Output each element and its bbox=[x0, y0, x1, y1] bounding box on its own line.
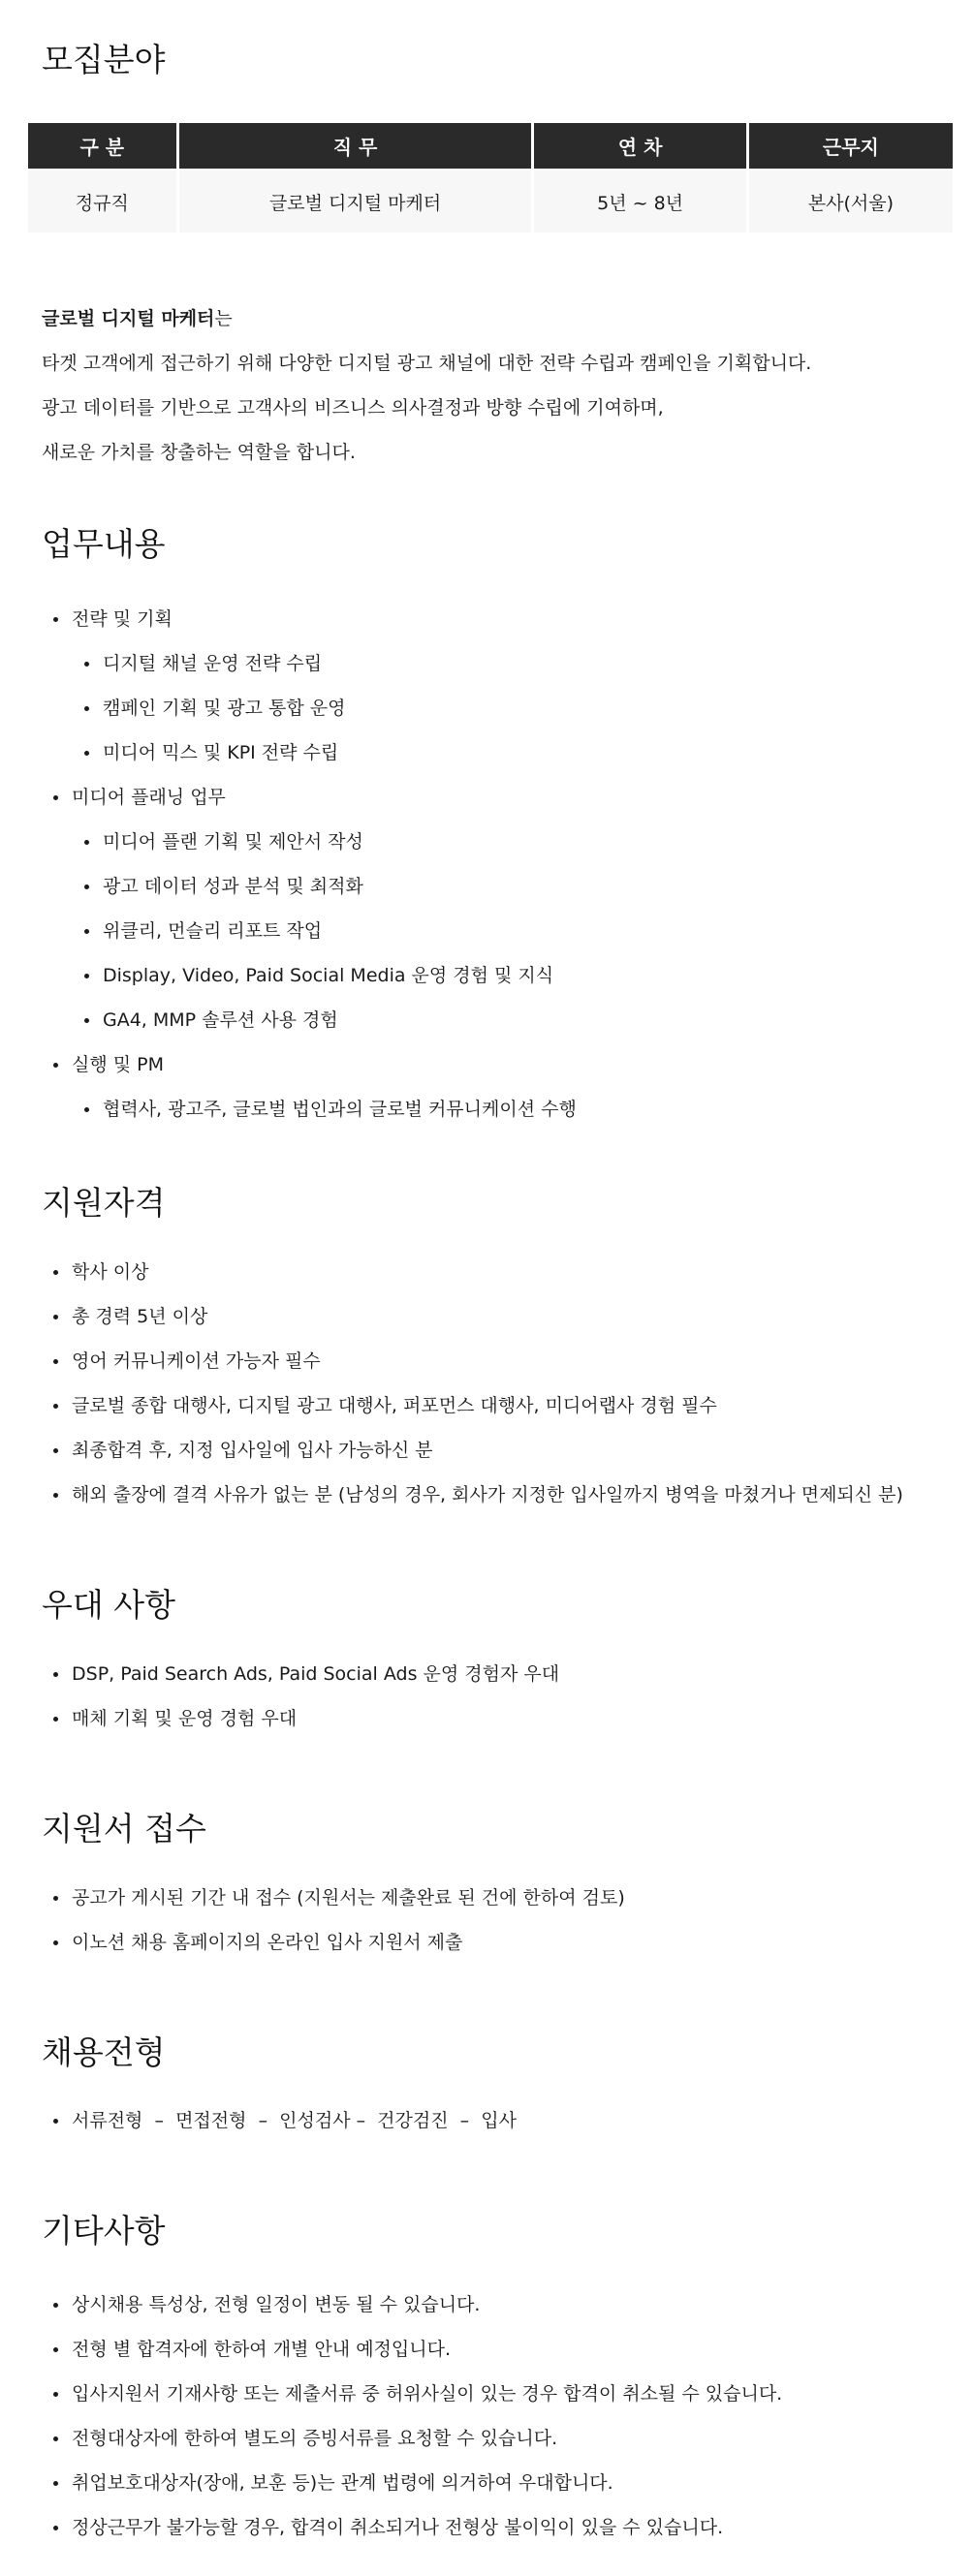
duties-list bbox=[42, 597, 953, 1132]
preferences-list bbox=[42, 1652, 953, 1741]
list-item: DSP, Paid Search Ads, Paid Social Ads 운영 경험자 우대 bbox=[42, 1652, 953, 1696]
section-title-preferences: 우대 사항 bbox=[42, 1586, 176, 1624]
list-item: 미디어 믹스 및 KPI 전략 수립 bbox=[42, 730, 953, 775]
intro-role-suffix: 는 bbox=[214, 308, 233, 329]
list-item: 총 경력 5년 이상 bbox=[42, 1294, 953, 1339]
list-item: 해외 출장에 결격 사유가 없는 분 (남성의 경우, 회사가 지정한 입사일까지 병역을 마쳤거나 면제되신 분) bbox=[42, 1473, 953, 1517]
intro-line: 광고 데이터를 기반으로 고객사의 비즈니스 의사결정과 방향 수립에 기여하며, bbox=[42, 397, 664, 419]
role-intro bbox=[42, 296, 943, 475]
section-title-qualifications: 지원자격 bbox=[42, 1184, 166, 1222]
list-item: 최종합격 후, 지정 입사일에 입사 가능하신 분 bbox=[42, 1428, 953, 1473]
recruitment-table bbox=[25, 123, 956, 233]
list-item: 미디어 플래닝 업무 bbox=[42, 775, 953, 820]
list-item: Display, Video, Paid Social Media 운영 경험 및 지식 bbox=[42, 953, 953, 998]
list-item: 협력사, 광고주, 글로벌 법인과의 글로벌 커뮤니케이션 수행 bbox=[42, 1087, 953, 1132]
list-item: 입사지원서 기재사항 또는 제출서류 중 허위사실이 있는 경우 합격이 취소될 수 있습니다. bbox=[42, 2372, 953, 2416]
others-list bbox=[42, 2282, 953, 2550]
cell-position: 글로벌 디지털 마케터 bbox=[179, 169, 532, 233]
process-list bbox=[42, 2098, 953, 2143]
list-item: 상시채용 특성상, 전형 일정이 변동 될 수 있습니다. bbox=[42, 2282, 953, 2327]
list-item: 정상근무가 불가능할 경우, 합격이 취소되거나 전형상 불이익이 있을 수 있습니다. bbox=[42, 2505, 953, 2550]
header-category: 구 분 bbox=[28, 123, 176, 169]
list-item: 영어 커뮤니케이션 가능자 필수 bbox=[42, 1339, 953, 1383]
section-title-recruitment: 모집분야 bbox=[42, 41, 166, 78]
list-item: 이노션 채용 홈페이지의 온라인 입사 지원서 제출 bbox=[42, 1920, 953, 1965]
qualifications-list bbox=[42, 1250, 953, 1517]
list-item: 공고가 게시된 기간 내 접수 (지원서는 제출완료 된 건에 한하여 검토) bbox=[42, 1876, 953, 1920]
cell-experience: 5년 ~ 8년 bbox=[534, 169, 745, 233]
list-item: 전형대상자에 한하여 별도의 증빙서류를 요청할 수 있습니다. bbox=[42, 2416, 953, 2461]
section-title-duties: 업무내용 bbox=[42, 525, 166, 563]
list-item: 서류전형 – 면접전형 – 인성검사 – 건강검진 – 입사 bbox=[42, 2098, 953, 2143]
header-position: 직 무 bbox=[179, 123, 532, 169]
intro-role-name: 글로벌 디지털 마케터 bbox=[42, 308, 215, 329]
list-item: 광고 데이터 성과 분석 및 최적화 bbox=[42, 864, 953, 909]
section-title-application: 지원서 접수 bbox=[42, 1810, 206, 1847]
list-item: 위클리, 먼슬리 리포트 작업 bbox=[42, 909, 953, 953]
section-title-others: 기타사항 bbox=[42, 2212, 166, 2250]
list-item: 글로벌 종합 대행사, 디지털 광고 대행사, 퍼포먼스 대행사, 미디어랩사 경험 필수 bbox=[42, 1383, 953, 1428]
list-item: 매체 기획 및 운영 경험 우대 bbox=[42, 1696, 953, 1741]
list-item: 실행 및 PM bbox=[42, 1042, 953, 1087]
list-item: 전형 별 합격자에 한하여 개별 안내 예정입니다. bbox=[42, 2327, 953, 2372]
list-item: 캠페인 기획 및 광고 통합 운영 bbox=[42, 686, 953, 730]
cell-location: 본사(서울) bbox=[749, 169, 953, 233]
application-list bbox=[42, 1876, 953, 1965]
list-item: 전략 및 기획 bbox=[42, 597, 953, 641]
list-item: 디지털 채널 운영 전략 수립 bbox=[42, 641, 953, 686]
list-item: 취업보호대상자(장애, 보훈 등)는 관계 법령에 의거하여 우대합니다. bbox=[42, 2461, 953, 2505]
list-item: GA4, MMP 솔루션 사용 경험 bbox=[42, 998, 953, 1042]
header-location: 근무지 bbox=[749, 123, 953, 169]
list-item: 학사 이상 bbox=[42, 1250, 953, 1294]
intro-line: 타겟 고객에게 접근하기 위해 다양한 디지털 광고 채널에 대한 전략 수립과 캠페인을 기획합니다. bbox=[42, 353, 812, 374]
intro-heading-line bbox=[42, 296, 943, 341]
cell-category: 정규직 bbox=[28, 169, 176, 233]
section-title-process: 채용전형 bbox=[42, 2033, 166, 2071]
intro-line: 새로운 가치를 창출하는 역할을 합니다. bbox=[42, 442, 356, 463]
header-experience: 연 차 bbox=[534, 123, 745, 169]
table-row bbox=[28, 169, 953, 233]
list-item: 미디어 플랜 기획 및 제안서 작성 bbox=[42, 820, 953, 864]
table-header-row bbox=[28, 123, 953, 169]
